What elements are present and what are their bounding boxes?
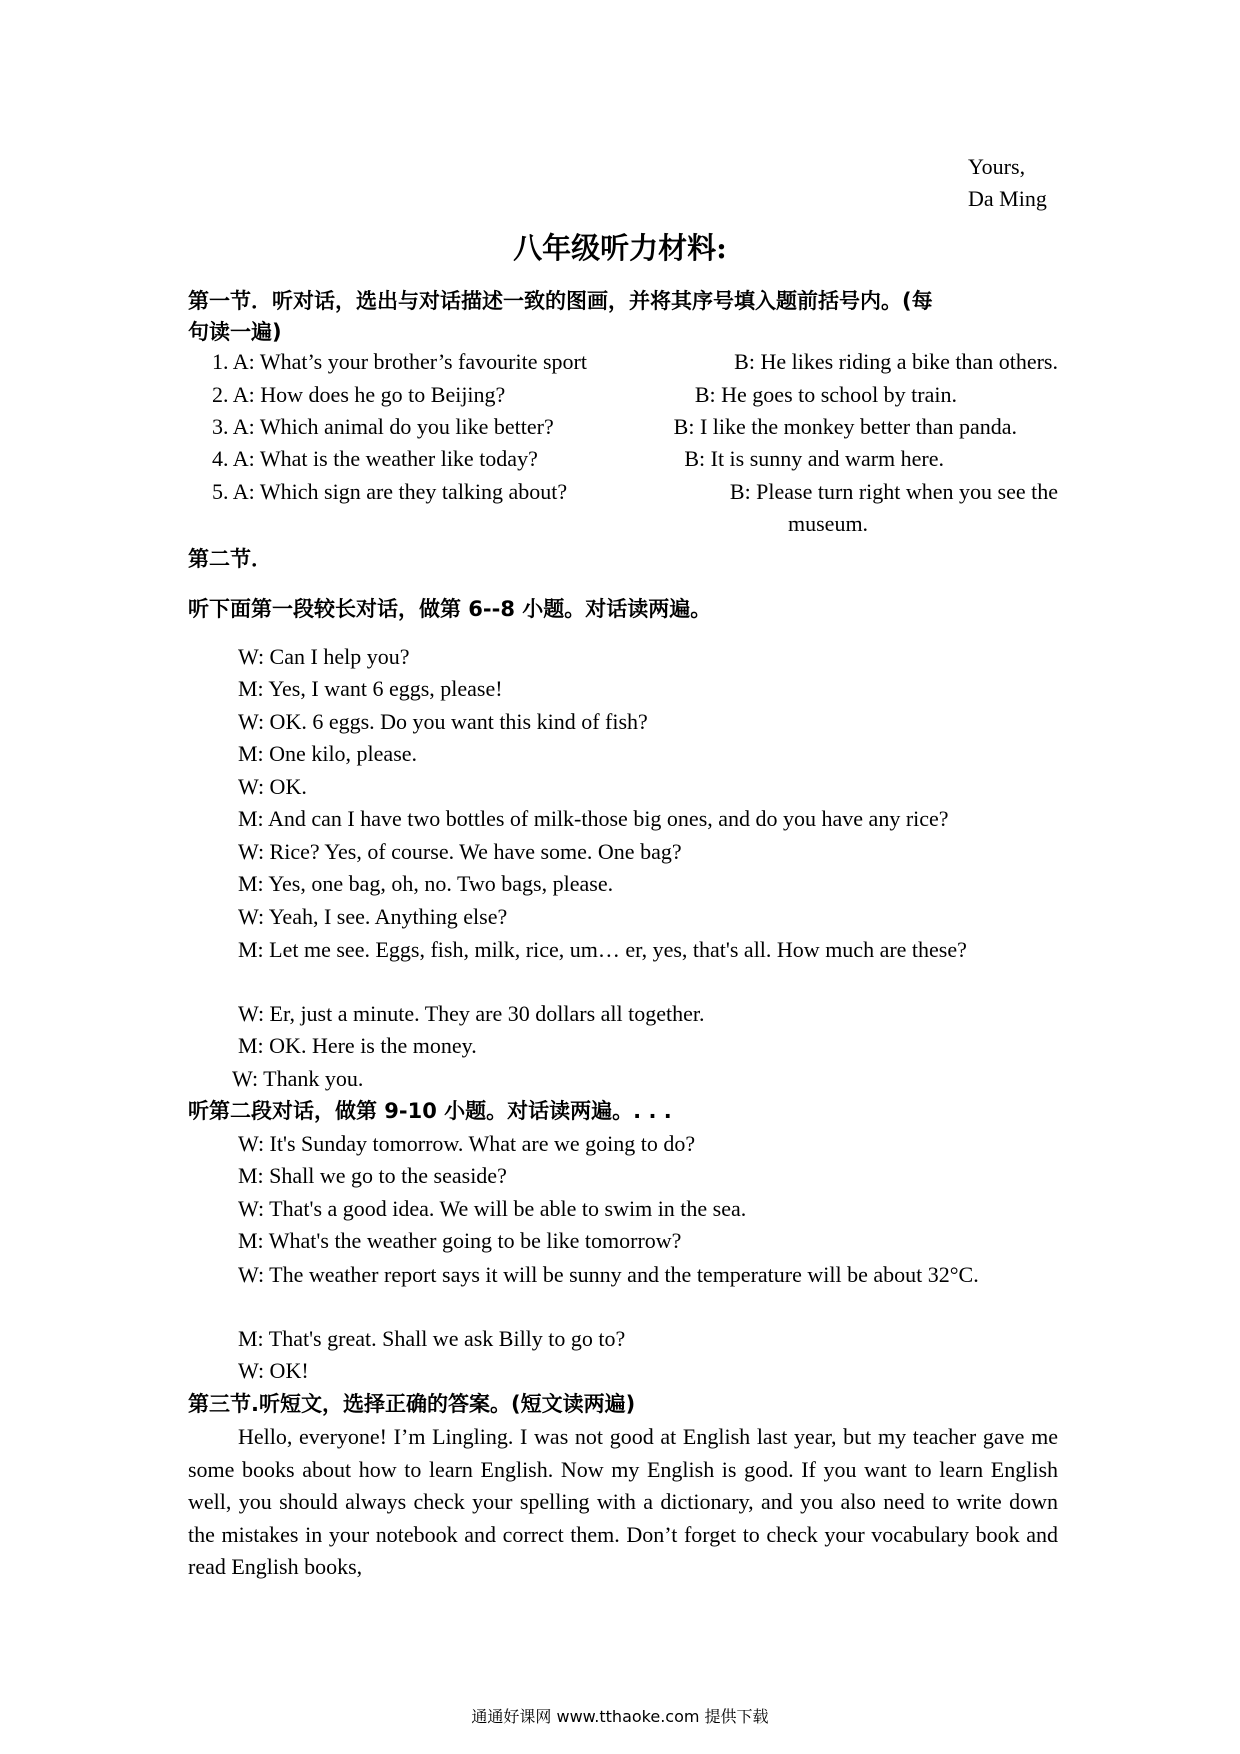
dialog-line: M: One kilo, please. — [238, 741, 418, 766]
dialog-line-wrapped: W: The weather report says it will be sunny and the temperature will be about 32°C. — [238, 1262, 979, 1287]
page-title: 八年级听力材料: — [513, 231, 727, 265]
section1-heading-cont: 句读一遍) — [188, 320, 282, 344]
question-b: B: Please turn right when you see the — [729, 479, 1058, 504]
question-b: B: He goes to school by train. — [694, 382, 957, 407]
dialog-line: W: It's Sunday tomorrow. What are we going to do? — [238, 1131, 696, 1156]
section3-heading: 第三节.听短文，选择正确的答案。(短文读两遍) — [188, 1392, 636, 1416]
dialog-line: W: Er, just a minute. They are 30 dollars all together. — [238, 1001, 705, 1026]
dialog-line: W: That's a good idea. We will be able to swim in the sea. — [238, 1196, 747, 1221]
dialog-line: M: That's great. Shall we ask Billy to go to? — [238, 1326, 626, 1351]
passage-paragraph: Hello, everyone! I’m Lingling. I was not good at English last year, but my teacher gave me some books about how to learn English. Now my English is good. If you want to learn English well, you should always check your spelling with a dictionary, and you also need to write down the mistakes in your notebook and correct them. Don’t forget to check your vocabulary book and read English books, — [188, 1424, 1058, 1579]
section2-heading: 第二节． — [188, 547, 272, 571]
question-item — [212, 412, 1017, 442]
question-a: 3. A: Which animal do you like better? — [212, 414, 554, 439]
dialog-line: W: Rice? Yes, of course. We have some. One bag? — [238, 839, 682, 864]
page-footer: 通通好课网 www.tthaoke.com 提供下载 — [471, 1707, 769, 1726]
dialog1-heading: 听下面第一段较长对话，做第 6--8 小题。对话读两遍。 — [188, 597, 712, 621]
question-item — [212, 380, 957, 410]
closing-signature: Da Ming — [968, 186, 1047, 211]
section1-heading: 第一节．听对话，选出与对话描述一致的图画，并将其序号填入题前括号内。(每 — [188, 289, 933, 313]
dialog-line: M: Yes, I want 6 eggs, please! — [238, 676, 503, 701]
dialog-line: M: OK. Here is the money. — [238, 1033, 477, 1058]
question-item — [212, 444, 944, 474]
question-a: 2. A: How does he go to Beijing? — [212, 382, 506, 407]
dialog-line: M: Shall we go to the seaside? — [238, 1163, 507, 1188]
question-b: B: It is sunny and warm here. — [684, 446, 944, 471]
question-a: 1. A: What’s your brother’s favourite sport — [212, 349, 587, 374]
dialog-line: M: What's the weather going to be like tomorrow? — [238, 1228, 682, 1253]
dialog-line: M: Yes, one bag, oh, no. Two bags, please. — [238, 871, 614, 896]
dialog-line-wrapped: M: Let me see. Eggs, fish, milk, rice, um… er, yes, that's all. How much are these? — [238, 937, 967, 962]
dialog-line: W: Thank you. — [232, 1066, 364, 1091]
question-continuation: museum. — [788, 511, 869, 536]
dialog-line: W: OK! — [238, 1358, 309, 1383]
question-b: B: He likes riding a bike than others. — [734, 349, 1058, 374]
dialog-line: W: OK. 6 eggs. Do you want this kind of fish? — [238, 709, 648, 734]
dialog-line: W: Yeah, I see. Anything else? — [238, 904, 508, 929]
question-a: 5. A: Which sign are they talking about? — [212, 479, 568, 504]
closing-yours: Yours, — [968, 154, 1026, 179]
question-item — [212, 477, 1058, 507]
question-item — [212, 347, 1058, 377]
dialog2-heading: 听第二段对话，做第 9-10 小题。对话读两遍。. . . — [188, 1099, 672, 1123]
question-b: B: I like the monkey better than panda. — [673, 414, 1017, 439]
dialog-line: W: OK. — [238, 774, 307, 799]
dialog-line: W: Can I help you? — [238, 644, 410, 669]
dialog-line: M: And can I have two bottles of milk-those big ones, and do you have any rice? — [238, 806, 949, 831]
question-a: 4. A: What is the weather like today? — [212, 446, 538, 471]
